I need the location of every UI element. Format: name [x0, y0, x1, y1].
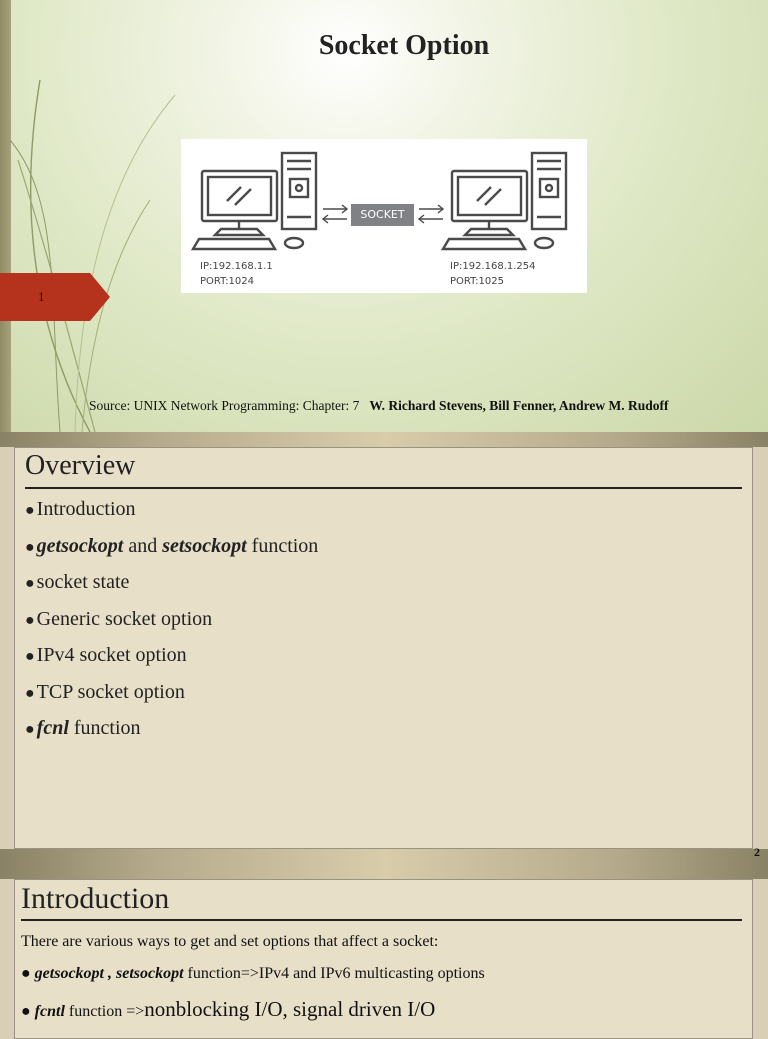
title-divider: [25, 487, 742, 489]
list-item: ● fcntl function =>nonblocking I/O, signal driven I/O: [21, 997, 436, 1021]
authors: W. Richard Stevens, Bill Fenner, Andrew M. Rudoff: [369, 398, 669, 413]
page-number: 1: [38, 289, 45, 304]
intro-text: There are various ways to get and set options that affect a socket:: [21, 933, 439, 950]
overview-slide: [14, 447, 753, 849]
slide-separator: [0, 849, 768, 879]
page-title: Socket Option: [318, 30, 490, 61]
source-citation: [89, 398, 668, 414]
slide-title: Overview: [25, 450, 136, 481]
slide-title: Introduction: [21, 882, 170, 915]
list-item: ● socket state: [25, 571, 130, 593]
decorative-swirls: [0, 0, 200, 432]
list-item: ● getsockopt and setsockopt function: [25, 534, 319, 557]
list-item: ● TCP socket option: [25, 680, 185, 703]
list-item: ● fcnl function: [25, 717, 141, 739]
left-port-label: PORT:1024: [200, 276, 254, 287]
left-ip-label: IP:192.168.1.1: [200, 261, 273, 272]
socket-box: SOCKET: [351, 204, 414, 226]
page-number: 2: [754, 845, 760, 859]
right-ip-label: IP:192.168.1.254: [450, 261, 536, 272]
list-item: ● Generic socket option: [25, 607, 213, 630]
right-port-label: PORT:1025: [450, 276, 504, 287]
slide-separator: [0, 432, 768, 447]
page-number-tag: [0, 273, 110, 321]
title-divider: [21, 919, 742, 921]
list-item: ● getsockopt , setsockopt function=>IPv4 and IPv6 multicasting options: [21, 965, 485, 982]
socket-diagram: [181, 139, 587, 293]
introduction-slide: [14, 879, 753, 1039]
list-item: ● Introduction: [25, 498, 136, 520]
list-item: ● IPv4 socket option: [25, 644, 187, 666]
source-text: Source: UNIX Network Programming: Chapter: 7: [89, 398, 360, 413]
title-slide: [0, 0, 768, 432]
overview-list: [25, 496, 318, 752]
